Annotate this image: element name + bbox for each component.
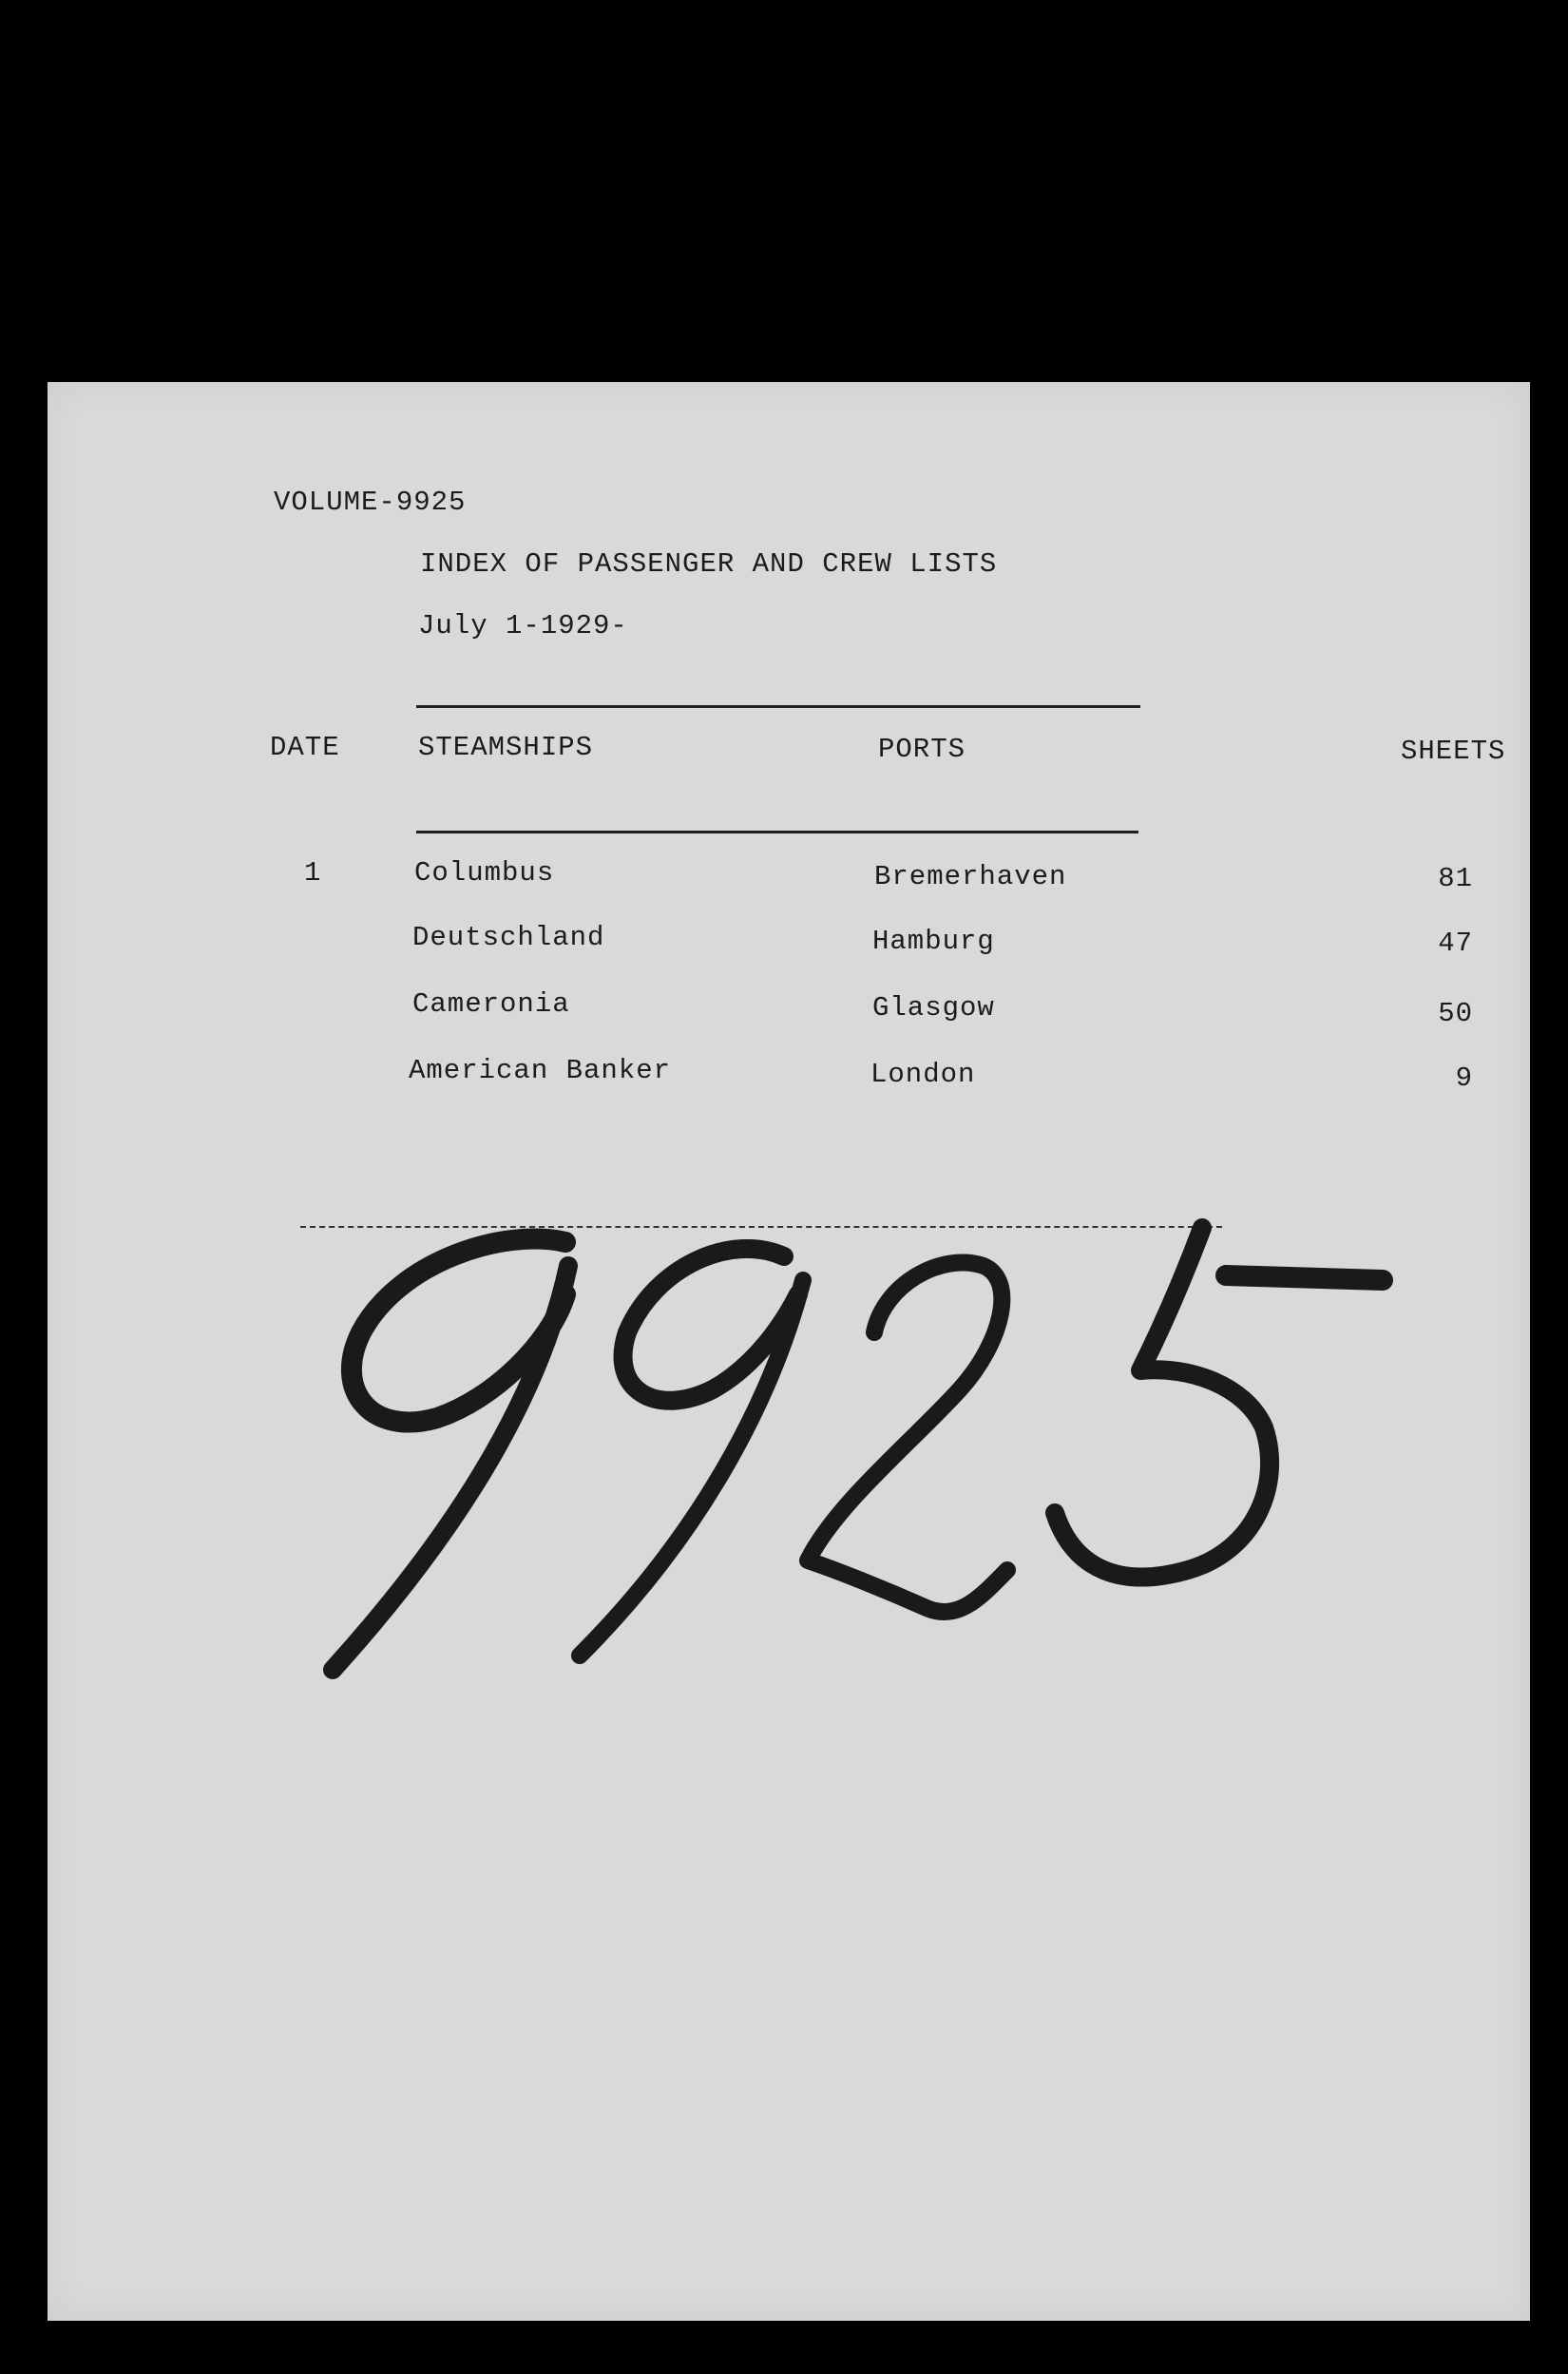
row-4-port: London [870, 1059, 976, 1090]
document-title: INDEX OF PASSENGER AND CREW LISTS [420, 548, 998, 580]
row-2-steamship: Deutschland [412, 922, 605, 953]
handwritten-volume-number [48, 382, 1530, 2321]
column-header-ports: PORTS [878, 734, 966, 765]
row-2-port: Hamburg [872, 926, 995, 957]
bottom-dashed-rule [300, 1226, 1222, 1228]
row-4-steamship: American Banker [409, 1055, 672, 1086]
date-line: July 1-1929- [418, 610, 628, 641]
row-1-port: Bremerhaven [874, 861, 1067, 892]
row-1-sheets: 81 [1438, 863, 1473, 894]
row-3-sheets: 50 [1438, 998, 1473, 1029]
row-3-steamship: Cameronia [412, 988, 570, 1020]
row-1-date: 1 [304, 857, 322, 889]
column-header-date: DATE [270, 732, 340, 763]
header-bottom-rule [416, 831, 1138, 833]
row-2-sheets: 47 [1438, 928, 1473, 959]
volume-label: VOLUME-9925 [274, 487, 467, 518]
header-top-rule [416, 705, 1140, 708]
column-header-sheets: SHEETS [1401, 736, 1506, 767]
row-3-port: Glasgow [872, 992, 995, 1024]
column-header-steamships: STEAMSHIPS [418, 732, 594, 763]
document-page [48, 382, 1530, 2321]
row-1-steamship: Columbus [414, 857, 555, 889]
row-4-sheets: 9 [1455, 1063, 1473, 1094]
